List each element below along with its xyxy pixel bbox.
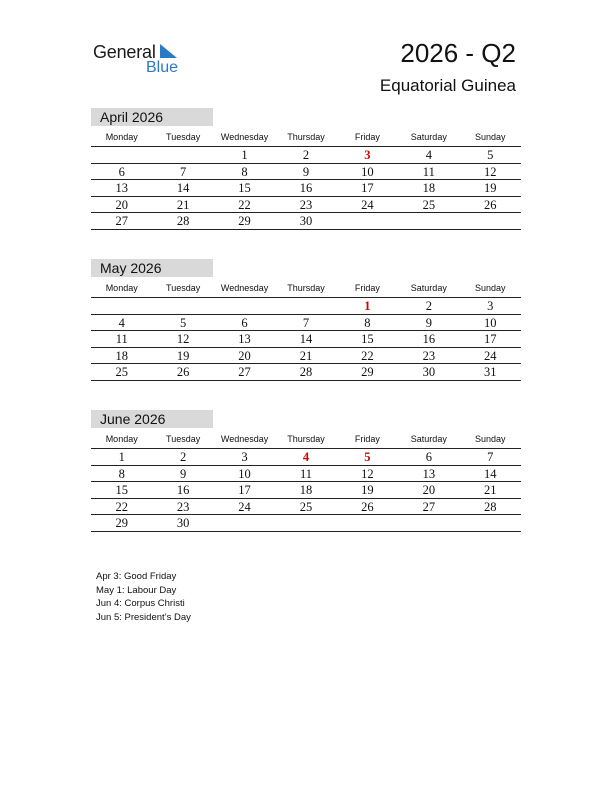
day-cell: 18 (299, 483, 313, 498)
day-cell: 25 (422, 197, 436, 212)
day-cell: 9 (302, 164, 310, 179)
holiday-note: Apr 3: Good Friday (96, 571, 177, 582)
empty-day-cell (460, 213, 521, 229)
country-name: Equatorial Guinea (379, 76, 516, 95)
empty-day-cell (275, 515, 336, 531)
day-cell: 12 (483, 164, 497, 179)
day-cell: 9 (425, 315, 432, 330)
weekday-label: Wednesday (220, 283, 269, 293)
day-cell: 10 (238, 466, 251, 481)
empty-day-cell (337, 515, 398, 531)
day-cell: 21 (483, 483, 497, 498)
day-cell: 4 (118, 315, 125, 330)
day-cell: 4 (302, 450, 310, 464)
brand-triangle-icon (160, 44, 178, 60)
empty-day-cell (460, 515, 521, 531)
day-cell: 16 (299, 181, 313, 196)
week-row (91, 331, 521, 348)
weekday-label: Saturday (410, 132, 447, 142)
day-cell: 6 (425, 450, 432, 464)
day-cell: 26 (361, 499, 374, 514)
weekday-label: Tuesday (166, 132, 201, 142)
day-cell: 18 (422, 181, 436, 196)
day-cell: 28 (483, 499, 497, 514)
month-calendar-may (91, 259, 521, 381)
day-cell: 8 (241, 164, 248, 179)
day-cell: 1 (241, 148, 248, 162)
day-cell: 25 (115, 365, 128, 380)
day-cell: 14 (176, 181, 190, 196)
weekday-label: Thursday (287, 132, 325, 142)
day-cell: 2 (302, 148, 310, 162)
day-cell: 23 (299, 197, 313, 212)
week-row (91, 298, 521, 315)
day-cell: 2 (180, 450, 187, 464)
day-cell: 29 (361, 365, 374, 380)
week-row (91, 315, 521, 332)
day-cell: 30 (422, 365, 436, 380)
holiday-note: Jun 4: Corpus Christi (96, 598, 185, 609)
weekday-label: Sunday (474, 434, 506, 444)
empty-day-cell (398, 213, 459, 229)
day-cell: 2 (425, 299, 432, 313)
day-cell: 11 (115, 332, 128, 347)
page-title: 2026 - Q2 (400, 38, 516, 68)
day-cell: 29 (115, 516, 128, 531)
week-row (91, 164, 521, 181)
day-cell: 26 (483, 197, 497, 212)
day-cell: 27 (115, 214, 128, 229)
weekday-label: Friday (354, 434, 380, 444)
day-cell: 13 (238, 332, 251, 347)
day-cell: 6 (241, 315, 248, 330)
day-cell: 26 (176, 365, 190, 380)
day-cell: 15 (115, 483, 128, 498)
day-cell: 22 (115, 499, 128, 514)
day-cell: 21 (299, 348, 313, 363)
weekday-label: Friday (354, 283, 380, 293)
day-cell: 7 (180, 164, 187, 179)
week-row (91, 213, 521, 230)
day-cell: 4 (425, 148, 432, 162)
weekday-label: Saturday (410, 434, 447, 444)
holiday-note: Jun 5: President’s Day (96, 611, 191, 623)
brand-name-general: General (93, 42, 156, 62)
week-row (91, 466, 521, 483)
day-cell: 29 (238, 214, 251, 229)
day-cell: 17 (361, 181, 374, 196)
month-header: May 2026 (91, 259, 213, 277)
day-cell: 25 (299, 499, 313, 514)
month-calendar-june (91, 410, 521, 532)
empty-day-cell (91, 147, 152, 163)
weekday-label: Monday (105, 283, 138, 293)
weekday-label: Sunday (474, 132, 506, 142)
day-cell: 20 (115, 197, 128, 212)
weekday-row (91, 283, 521, 298)
day-cell: 19 (361, 483, 374, 498)
empty-day-cell (152, 147, 213, 163)
day-cell: 23 (422, 348, 436, 363)
day-cell: 15 (238, 181, 251, 196)
day-cell: 16 (422, 332, 436, 347)
empty-day-cell (152, 298, 213, 314)
weekday-label: Wednesday (220, 132, 269, 142)
day-cell: 10 (361, 164, 374, 179)
day-cell: 24 (238, 499, 251, 514)
day-cell: 7 (487, 450, 494, 464)
day-cell: 13 (115, 181, 128, 196)
empty-day-cell (337, 213, 398, 229)
weekday-label: Monday (105, 434, 138, 444)
day-cell: 5 (180, 315, 187, 330)
day-cell: 9 (180, 466, 187, 481)
holiday-note: May 1: Labour Day (96, 584, 177, 596)
day-cell: 13 (422, 466, 436, 481)
week-row (91, 364, 521, 381)
weekday-label: Friday (354, 132, 380, 142)
weekday-label: Thursday (287, 283, 325, 293)
empty-day-cell (91, 298, 152, 314)
day-cell: 7 (302, 315, 310, 330)
day-cell: 1 (118, 450, 125, 464)
day-cell: 30 (176, 516, 190, 531)
day-cell: 27 (422, 499, 436, 514)
weekday-row (91, 132, 521, 147)
week-row (91, 348, 521, 365)
week-row (91, 180, 521, 197)
weeks-container (91, 147, 521, 230)
weekday-label: Thursday (287, 434, 325, 444)
day-cell: 23 (176, 499, 190, 514)
week-row (91, 197, 521, 214)
month-header: April 2026 (91, 108, 213, 126)
day-cell: 10 (483, 315, 497, 330)
day-cell: 12 (361, 466, 374, 481)
weekday-label: Tuesday (166, 283, 201, 293)
brand-name-blue: Blue (146, 59, 179, 76)
day-cell: 3 (487, 299, 494, 313)
day-cell: 28 (176, 214, 190, 229)
day-cell: 5 (487, 148, 494, 162)
weekday-label: Wednesday (220, 434, 269, 444)
day-cell: 22 (361, 348, 374, 363)
day-cell: 21 (176, 197, 190, 212)
day-cell: 24 (483, 348, 497, 363)
week-row (91, 499, 521, 516)
day-cell: 8 (364, 315, 371, 330)
day-cell: 5 (364, 450, 371, 464)
day-cell: 18 (115, 348, 128, 363)
day-cell: 1 (364, 299, 371, 313)
empty-day-cell (398, 515, 459, 531)
weekday-row (91, 434, 521, 449)
day-cell: 19 (483, 181, 497, 196)
day-cell: 3 (364, 148, 371, 162)
day-cell: 22 (238, 197, 251, 212)
weeks-container (91, 449, 521, 532)
weekday-label: Sunday (474, 283, 506, 293)
day-cell: 8 (118, 466, 125, 481)
day-cell: 30 (299, 214, 313, 229)
day-cell: 6 (118, 164, 125, 179)
weekday-label: Saturday (410, 283, 447, 293)
week-row (91, 147, 521, 164)
empty-day-cell (275, 298, 336, 314)
week-row (91, 515, 521, 532)
day-cell: 3 (241, 450, 248, 464)
day-cell: 11 (422, 164, 435, 179)
weeks-container (91, 298, 521, 381)
day-cell: 19 (176, 348, 190, 363)
day-cell: 17 (483, 332, 497, 347)
month-calendar-april (91, 108, 521, 230)
empty-day-cell (214, 515, 275, 531)
day-cell: 12 (176, 332, 190, 347)
day-cell: 28 (299, 365, 313, 380)
day-cell: 31 (483, 365, 497, 380)
day-cell: 24 (361, 197, 374, 212)
day-cell: 17 (238, 483, 251, 498)
day-cell: 15 (361, 332, 374, 347)
week-row (91, 449, 521, 466)
month-header: June 2026 (91, 410, 213, 428)
day-cell: 16 (176, 483, 190, 498)
day-cell: 14 (299, 332, 313, 347)
day-cell: 20 (238, 348, 251, 363)
week-row (91, 482, 521, 499)
weekday-label: Tuesday (166, 434, 201, 444)
empty-day-cell (214, 298, 275, 314)
holiday-notes (96, 570, 191, 624)
brand-logo (93, 42, 193, 78)
day-cell: 11 (299, 466, 312, 481)
day-cell: 27 (238, 365, 251, 380)
day-cell: 20 (422, 483, 436, 498)
day-cell: 14 (483, 466, 497, 481)
weekday-label: Monday (105, 132, 138, 142)
